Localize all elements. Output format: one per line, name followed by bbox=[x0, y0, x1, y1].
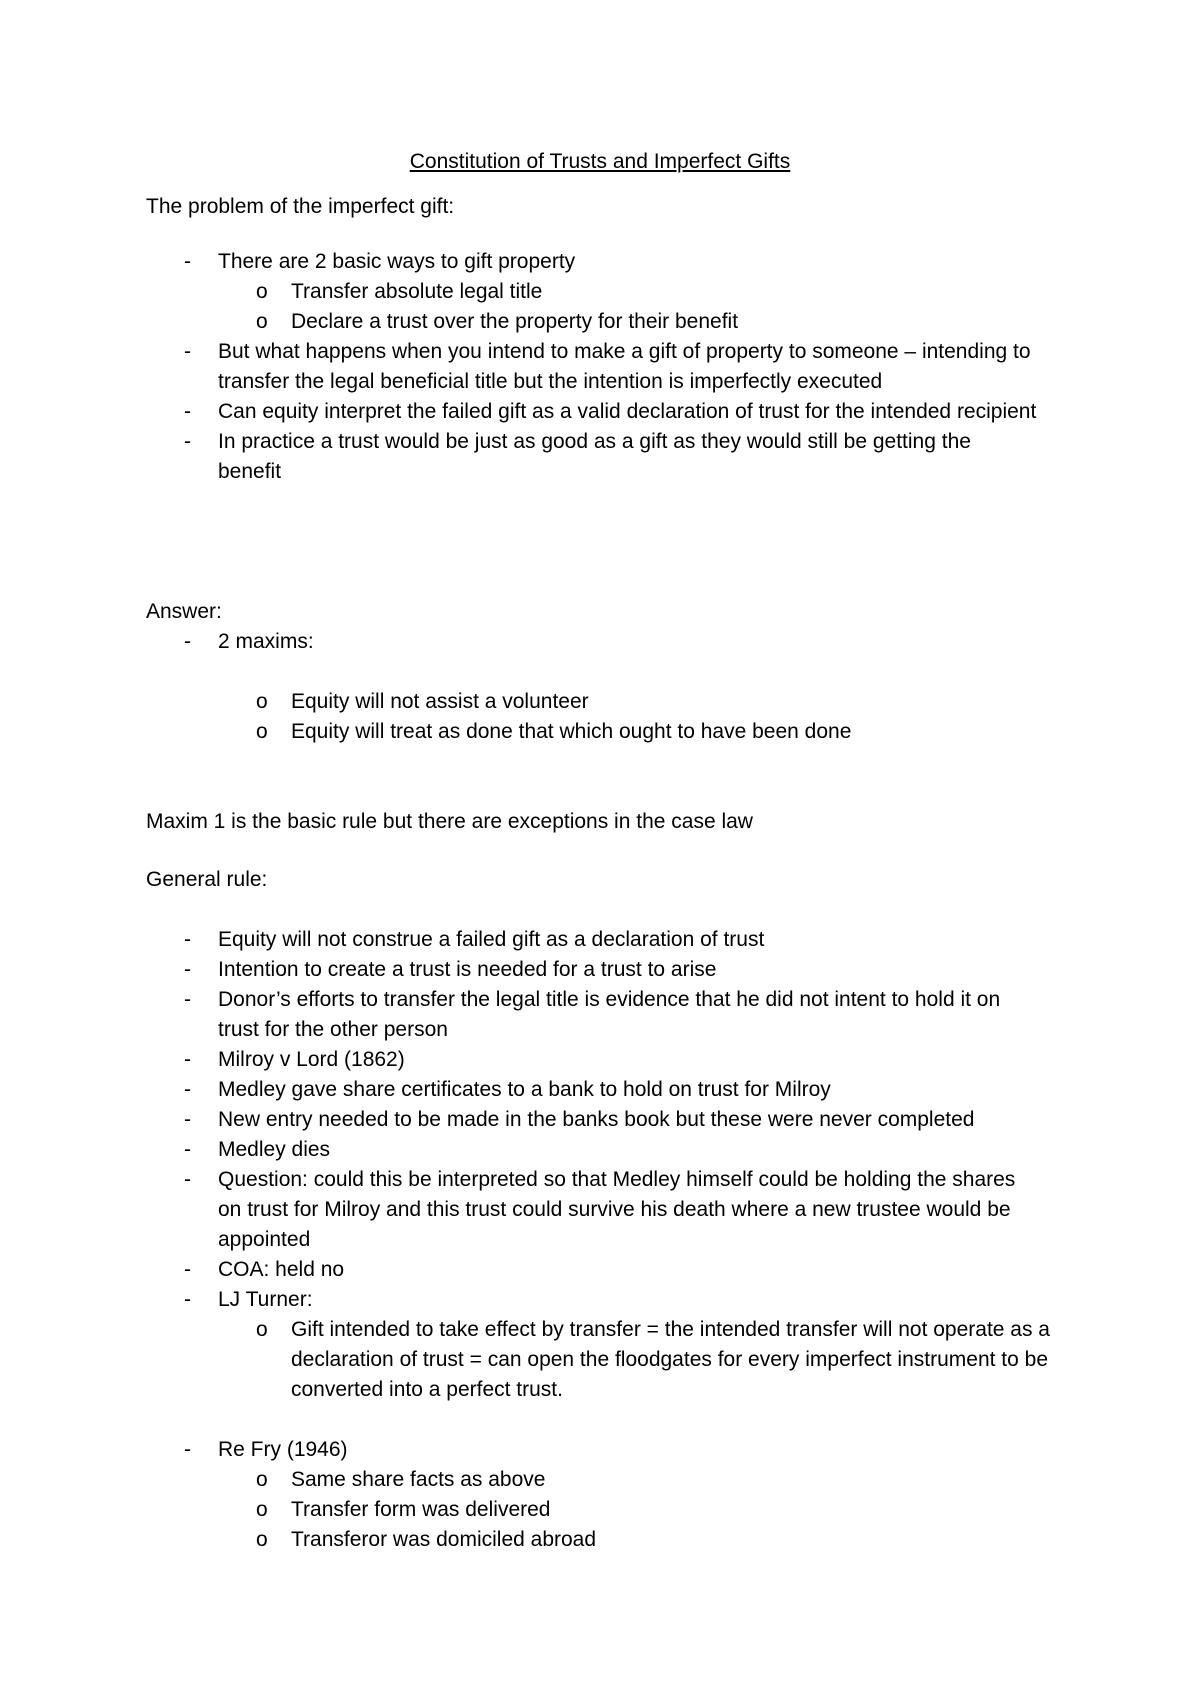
sub-list-item-text: Transferor was domiciled abroad bbox=[291, 1528, 597, 1551]
list-item-text: 2 maxims: bbox=[218, 630, 314, 653]
sub-list-item-text: Same share facts as above bbox=[291, 1468, 546, 1491]
general-rule-heading: General rule: bbox=[146, 868, 268, 891]
list-item-text: Donor’s efforts to transfer the legal title is evidence that he did not intent to hold it on trust for the other person bbox=[218, 988, 1001, 1041]
list-item-text: But what happens when you intend to make a gift of property to someone – intending to transfer the legal beneficial title but the intention is imperfectly executed bbox=[218, 340, 1031, 393]
list-item bbox=[0, 1075, 1038, 1105]
dash-marker: - bbox=[184, 1258, 191, 1281]
list-item bbox=[0, 1105, 1038, 1135]
general-rule-list bbox=[0, 925, 1051, 1555]
list-item-text: Can equity interpret the failed gift as a valid declaration of trust for the intended recipient bbox=[218, 400, 1037, 423]
list-item bbox=[0, 337, 1038, 397]
sub-bullet-marker: o bbox=[256, 1498, 268, 1521]
list-item bbox=[0, 1435, 1038, 1465]
list-item bbox=[0, 427, 1038, 487]
sub-list-item bbox=[0, 1315, 1051, 1405]
answer-heading: Answer: bbox=[146, 600, 222, 623]
dash-marker: - bbox=[184, 1168, 191, 1191]
sub-bullet-marker: o bbox=[256, 720, 268, 743]
sub-list-item-text: Declare a trust over the property for their benefit bbox=[291, 310, 739, 333]
sub-list-item bbox=[0, 717, 1051, 747]
list-item-text: New entry needed to be made in the banks book but these were never completed bbox=[218, 1108, 975, 1131]
sub-list-item bbox=[0, 307, 1051, 337]
sub-bullet-marker: o bbox=[256, 280, 268, 303]
list-item bbox=[0, 985, 1038, 1045]
spacer bbox=[0, 1405, 1051, 1435]
list-item bbox=[0, 247, 1038, 277]
list-item-text: Medley dies bbox=[218, 1138, 331, 1161]
list-item bbox=[0, 1255, 1038, 1285]
list-item-text: COA: held no bbox=[218, 1258, 345, 1281]
sub-bullet-marker: o bbox=[256, 690, 268, 713]
sub-list-item-text: Equity will not assist a volunteer bbox=[291, 690, 589, 713]
dash-marker: - bbox=[184, 250, 191, 273]
list-item bbox=[0, 955, 1038, 985]
sub-list-item-text: Gift intended to take effect by transfer = the intended transfer will not operate as a declaration of trust = can open the floodgates for every imperfect instrument to be converted into a perfect trust. bbox=[291, 1318, 1050, 1401]
dash-marker: - bbox=[184, 928, 191, 951]
sub-list-item bbox=[0, 687, 1051, 717]
sub-list-item bbox=[0, 1495, 1051, 1525]
spacer bbox=[0, 657, 1051, 687]
list-item-text: Equity will not construe a failed gift as a declaration of trust bbox=[218, 928, 765, 951]
dash-marker: - bbox=[184, 630, 191, 653]
sub-bullet-marker: o bbox=[256, 1528, 268, 1551]
dash-marker: - bbox=[184, 1078, 191, 1101]
dash-marker: - bbox=[184, 1048, 191, 1071]
sub-list-item-text: Equity will treat as done that which ought to have been done bbox=[291, 720, 852, 743]
dash-marker: - bbox=[184, 988, 191, 1011]
list-item-text: Question: could this be interpreted so that Medley himself could be holding the shares on trust for Milroy and this trust could survive his death where a new trustee would be appointed bbox=[218, 1168, 1016, 1251]
sub-list-item bbox=[0, 1525, 1051, 1555]
dash-marker: - bbox=[184, 1288, 191, 1311]
sub-list-item-text: Transfer form was delivered bbox=[291, 1498, 551, 1521]
dash-marker: - bbox=[184, 1138, 191, 1161]
sub-bullet-marker: o bbox=[256, 310, 268, 333]
problem-list bbox=[0, 247, 1051, 487]
sub-list-item-text: Transfer absolute legal title bbox=[291, 280, 543, 303]
sub-list-item bbox=[0, 1465, 1051, 1495]
dash-marker: - bbox=[184, 340, 191, 363]
list-item bbox=[0, 397, 1038, 427]
list-item bbox=[0, 627, 1038, 657]
list-item-text: Re Fry (1946) bbox=[218, 1438, 348, 1461]
list-item bbox=[0, 1045, 1038, 1075]
list-item-text: In practice a trust would be just as good as a gift as they would still be getting the benefit bbox=[218, 430, 971, 483]
list-item-text: Milroy v Lord (1862) bbox=[218, 1048, 405, 1071]
dash-marker: - bbox=[184, 1108, 191, 1131]
list-item-text: There are 2 basic ways to gift property bbox=[218, 250, 576, 273]
list-item-text: Intention to create a trust is needed for a trust to arise bbox=[218, 958, 717, 981]
answer-list bbox=[0, 627, 1051, 747]
list-item-text: LJ Turner: bbox=[218, 1288, 313, 1311]
sub-bullet-marker: o bbox=[256, 1318, 268, 1341]
list-item bbox=[0, 925, 1038, 955]
sub-bullet-marker: o bbox=[256, 1468, 268, 1491]
page-title: Constitution of Trusts and Imperfect Gifts bbox=[409, 150, 791, 173]
dash-marker: - bbox=[184, 400, 191, 423]
sub-list-item bbox=[0, 277, 1051, 307]
dash-marker: - bbox=[184, 1438, 191, 1461]
problem-heading: The problem of the imperfect gift: bbox=[146, 195, 455, 218]
list-item bbox=[0, 1135, 1038, 1165]
dash-marker: - bbox=[184, 430, 191, 453]
list-item-text: Medley gave share certificates to a bank to hold on trust for Milroy bbox=[218, 1078, 831, 1101]
dash-marker: - bbox=[184, 958, 191, 981]
list-item bbox=[0, 1165, 1038, 1255]
list-item bbox=[0, 1285, 1038, 1315]
maxim-line: Maxim 1 is the basic rule but there are exceptions in the case law bbox=[146, 810, 753, 833]
